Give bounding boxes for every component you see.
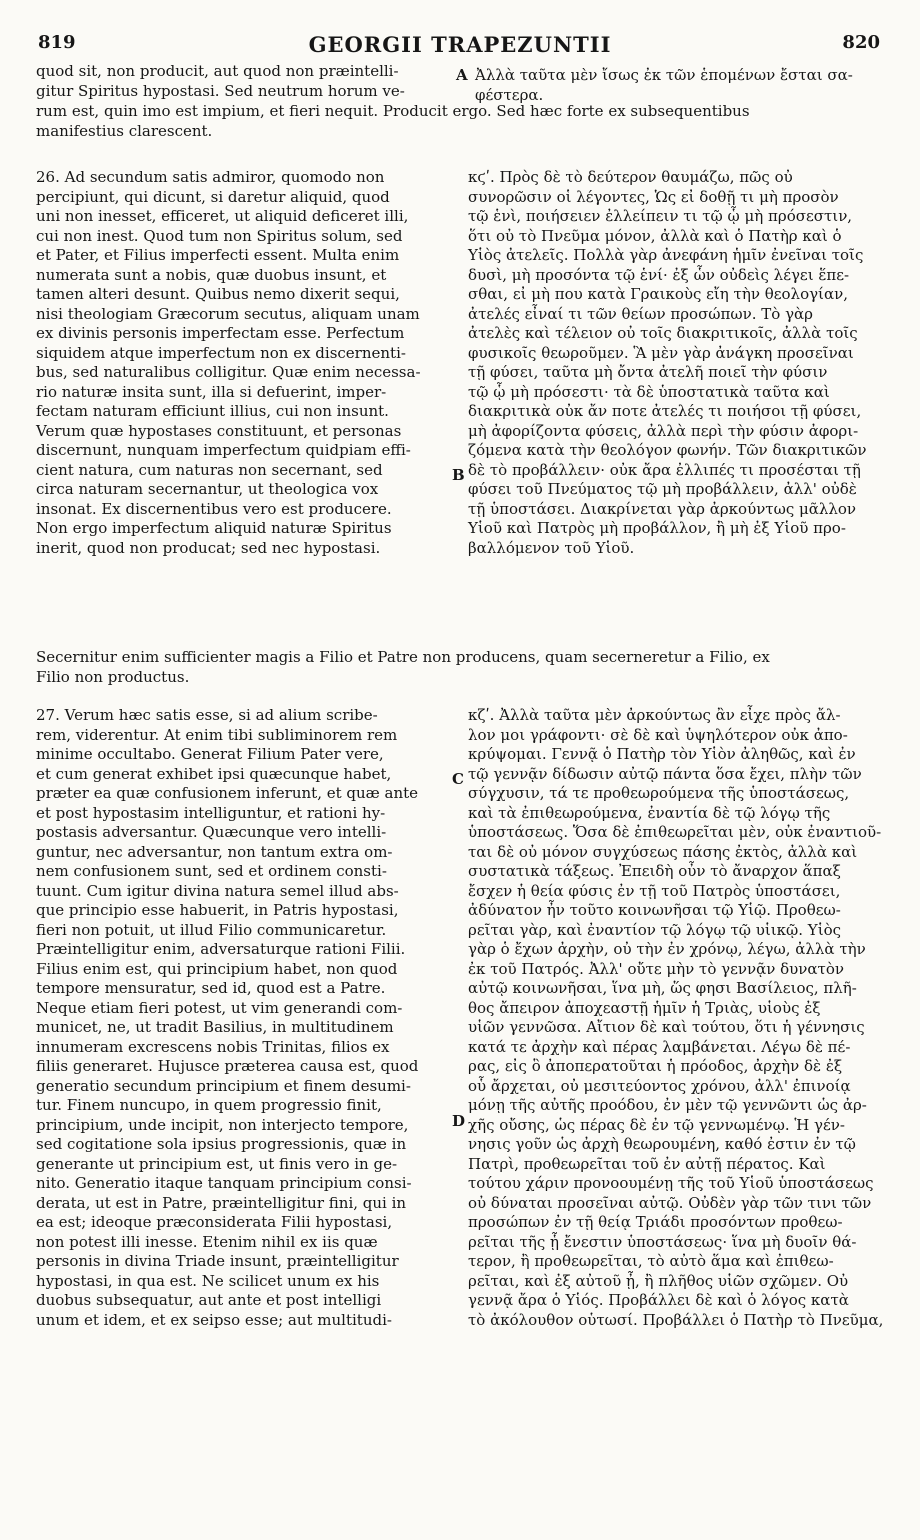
latin-paragraph-26: 26. Ad secundum satis admiror, quomodo non percipiunt, qui dicunt, si daretur aliquid, quod uni non inesset, efficeret, ut aliquid deficeret illi, cui non inest. Quod tum non Spiritus solum, sed et Pater, et Filius imperfecti essent. Multa enim numerata sunt a nobis, quæ duobus insunt, et tamen alteri desunt. Quibus nemo dixerit sequi, nisi theologiam Græcorum secutus, aliquam unam ex divinis personis imperfectam esse. Perfectum siquidem atque imperfectum non ex discernenti- bus, sed naturalibus colligitur. Quæ enim necessa- rio naturæ insita sunt, illa si defuerint, imper- fectam naturam efficiunt illius, cui non insunt. Verum quæ hypostases constituunt, et personas discernunt, nunquam imperfectum quidpiam effi- cient natura, cum naturas non secernant, sed circa naturam secernantur, ut theologica vox insonat. Ex discernentibus vero est producere. Non ergo imperfectum aliquid naturæ Spiritus inerit, quod non producat; sed nec hypostasi. bbox=[36, 168, 421, 557]
section-marker-b: B bbox=[452, 466, 465, 484]
running-header bbox=[0, 32, 920, 58]
running-title: GEORGII TRAPEZUNTII bbox=[308, 32, 612, 57]
section-marker-c: C bbox=[452, 770, 464, 788]
section-marker-a: A bbox=[456, 66, 468, 84]
latin-top-continuation: rum est, quin imo est impium, et fieri nequit. Producit ergo. Sed hæc forte ex subsequentibus manifestius clarescent. bbox=[36, 102, 750, 140]
page-number-right: 820 bbox=[842, 32, 880, 53]
latin-top-fragment: quod sit, non producit, aut quod non præintelli- gitur Spiritus hypostasi. Sed neutrum horum ve- bbox=[36, 62, 405, 100]
latin-paragraph-27: 27. Verum hæc satis esse, si ad alium scribe- rem, viderentur. At enim tibi subliminorem rem minime occultabo. Generat Filium Pater vere, et cum generat exhibet ipsi quæcunque habet, præter ea quæ confusionem inferunt, et quæ ante et post hypostasim intelliguntur, et rationi hy- postasis adversantur. Quæcunque vero intelli- guntur, nec adversantur, non tantum extra om- nem confusionem sunt, sed et ordinem consti- tuunt. Cum igitur divina natura semel illud abs- que principio esse habuerit, in Patris hypostasi, fieri non potuit, ut illud Filio communicaretur. Præintelligitur enim, adversaturque rationi Filii. Filius enim est, qui principium habet, non quod tempore mensuratur, sed id, quod est a Patre. Neque etiam fieri potest, ut vim generandi com- municet, ne, ut tradit Basilius, in multitudinem innumeram excrescens nobis Trinitas, filios ex filiis generaret. Hujusce præterea causa est, quod generatio secundum principium et finem desumi- tur. Finem nuncupo, in quem progressio finit, principium, unde incipit, non interjecto tempore, sed cogitatione sola ipsius progressionis, quæ in generante ut principium est, ut finis vero in ge- nito. Generatio itaque tanquam principium consi- derata, ut est in Patre, præintelligitur fini, qui in ea est; ideoque præconsiderata Filii hypostasi, non potest illi inesse. Etenim nihil ex iis quæ personis in divina Triade insunt, præintelligitur hypostasi, in qua est. Ne scilicet unum ex his duobus subsequatur, aut ante et post intelligi unum et idem, et ex seipso esse; aut multitudi- bbox=[36, 706, 419, 1329]
greek-paragraph-27: κζʹ. Ἀλλὰ ταῦτα μὲν ἀρκούντως ἂν εἶχε πρὸς ἄλ- λον μοι γράφοντι· σὲ δὲ καὶ ὑψηλότερον οὐκ ἀπο- κρύψομαι. Γεννᾷ ὁ Πατὴρ τὸν Υἱὸν ἀληθῶς, καὶ ἐν τῷ γεννᾷν δίδωσιν αὐτῷ πάντα ὅσα ἔχει, πλὴν τῶν σύγχυσιν, τά τε προθεωρούμενα τῆς ὑποστάσεως, καὶ τὰ ἐπιθεωρούμενα, ἐναντία δὲ τῷ λόγῳ τῆς ὑποστάσεως. Ὅσα δὲ ἐπιθεωρεῖται μὲν, οὐκ ἐναντιοῦ- ται δὲ οὐ μόνον συγχύσεως πάσης ἐκτὸς, ἀλλὰ καὶ συστατικὰ τάξεως. Ἐπειδὴ οὖν τὸ ἄναρχον ἅπαξ ἔσχεν ἡ θεία φύσις ἐν τῇ τοῦ Πατρὸς ὑποστάσει, ἀδύνατον ἦν τοῦτο κοινωνῆσαι τῷ Υἱῷ. Προθεω- ρεῖται γὰρ, καὶ ἐναντίον τῷ λόγῳ τῷ υἱικῷ. Υἱὸς γὰρ ὁ ἔχων ἀρχὴν, οὐ τὴν ἐν χρόνῳ, λέγω, ἀλλὰ τὴν ἐκ τοῦ Πατρός. Ἀλλ' οὔτε μὴν τὸ γεννᾷν δυνατὸν αὐτῷ κοινωνῆσαι, ἵνα μὴ, ὥς φησι Βασίλειος, πλῆ- θος ἄπειρον ἀποχεαστῇ ἡμῖν ἡ Τριὰς, υἱοὺς ἐξ υἱῶν γεννῶσα. Αἴτιον δὲ καὶ τούτου, ὅτι ἡ γέννησις κατά τε ἀρχὴν καὶ πέρας λαμβάνεται. Λέγω δὲ πέ- ρας, εἰς ὃ ἀποπερατοῦται ἡ πρόοδος, ἀρχὴν δὲ ἐξ οὗ ἄρχεται, οὐ μεσιτεύοντος χρόνου, ἀλλ' ἐπινοίᾳ μόνῃ τῆς αὐτῆς προόδου, ἐν μὲν τῷ γεννῶντι ὡς ἀρ- χῆς οὔσης, ὡς πέρας δὲ ἐν τῷ γεννωμένῳ. Ἡ γέν- νησις γοῦν ὡς ἀρχὴ θεωρουμένη, καθό ἐστιν ἐν τῷ Πατρὶ, προθεωρεῖται τοῦ ἐν αὐτῇ πέρατος. Καὶ τούτου χάριν προνοουμένῃ τῆς τοῦ Υἱοῦ ὑποστάσεως οὐ δύναται προσεῖναι αὐτῷ. Οὐδὲν γὰρ τῶν τινι τῶν προσώπων ἐν τῇ θείᾳ Τριάδι προσόντων προθεω- ρεῖται τῆς ᾗ ἔνεστιν ὑποστάσεως· ἵνα μὴ δυοῖν θά- τερον, ἢ προθεωρεῖται, τὸ αὐτὸ ἅμα καὶ ἐπιθεω- ρεῖται, καὶ ἐξ αὐτοῦ ᾖ, ἢ πλῆθος υἱῶν σχῶμεν. Οὐ γεννᾷ ἄρα ὁ Υἱός. Προβάλλει δὲ καὶ ὁ λόγος κατὰ τὸ ἀκόλουθον οὑτωσί. Προβάλλει ὁ Πατὴρ τὸ Πνεῦμα, bbox=[468, 706, 884, 1329]
greek-top-fragment: Ἀλλὰ ταῦτα μὲν ἴσως ἐκ τῶν ἑπομένων ἔσται σα- φέστερα. bbox=[475, 66, 853, 104]
section-marker-d: D bbox=[452, 1112, 466, 1130]
latin-paragraph-26-continuation: Secernitur enim sufficienter magis a Filio et Patre non producens, quam secerneretur a Filio, ex Filio non productus. bbox=[36, 648, 770, 686]
page-number-left: 819 bbox=[38, 32, 76, 53]
greek-paragraph-26: κϛʹ. Πρὸς δὲ τὸ δεύτερον θαυμάζω, πῶς οὐ συνορῶσιν οἱ λέγοντες, Ὡς εἰ δοθῇ τι μὴ προσὸν τῷ ἑνὶ, ποιήσειεν ἐλλείπειν τι τῷ ᾧ μὴ πρόσεστιν, ὅτι οὐ τὸ Πνεῦμα μόνον, ἀλλὰ καὶ ὁ Πατὴρ καὶ ὁ Υἱὸς ἀτελεῖς. Πολλὰ γὰρ ἀνεφάνη ἡμῖν ἐνεῖναι τοῖς δυσὶ, μὴ προσόντα τῷ ἑνί· ἐξ ὧν οὐδεὶς λέγει ἕπε- σθαι, εἰ μὴ που κατὰ Γραικοὺς εἴη τὴν θεολογίαν, ἀτελές εἶναί τι τῶν θείων προσώπων. Τὸ γὰρ ἀτελὲς καὶ τέλειον οὐ τοῖς διακριτικοῖς, ἀλλὰ τοῖς φυσικοῖς θεωροῦμεν. Ἃ μὲν γὰρ ἀνάγκη προσεῖναι τῇ φύσει, ταῦτα μὴ ὄντα ἀτελῆ ποιεῖ τὴν φύσιν τῷ ᾧ μὴ πρόσεστι· τὰ δὲ ὑποστατικὰ ταῦτα καὶ διακριτικὰ οὐκ ἄν ποτε ἀτελές τι ποιήσοι τῇ φύσει, μὴ ἀφορίζοντα φύσεις, ἀλλὰ περὶ τὴν φύσιν ἀφορι- ζόμενα κατὰ τὴν θεολόγον φωνήν. Τῶν διακριτικῶν δὲ τὸ προβάλλειν· οὐκ ἄρα ἐλλιπές τι προσέσται τῇ φύσει τοῦ Πνεύματος τῷ μὴ προβάλλειν, ἀλλ' οὐδὲ τῇ ὑποστάσει. Διακρίνεται γὰρ ἀρκούντως μᾶλλον Υἱοῦ καὶ Πατρὸς μὴ προβάλλον, ἢ μὴ ἐξ Υἱοῦ προ- βαλλόμενον τοῦ Υἱοῦ. bbox=[468, 168, 867, 557]
